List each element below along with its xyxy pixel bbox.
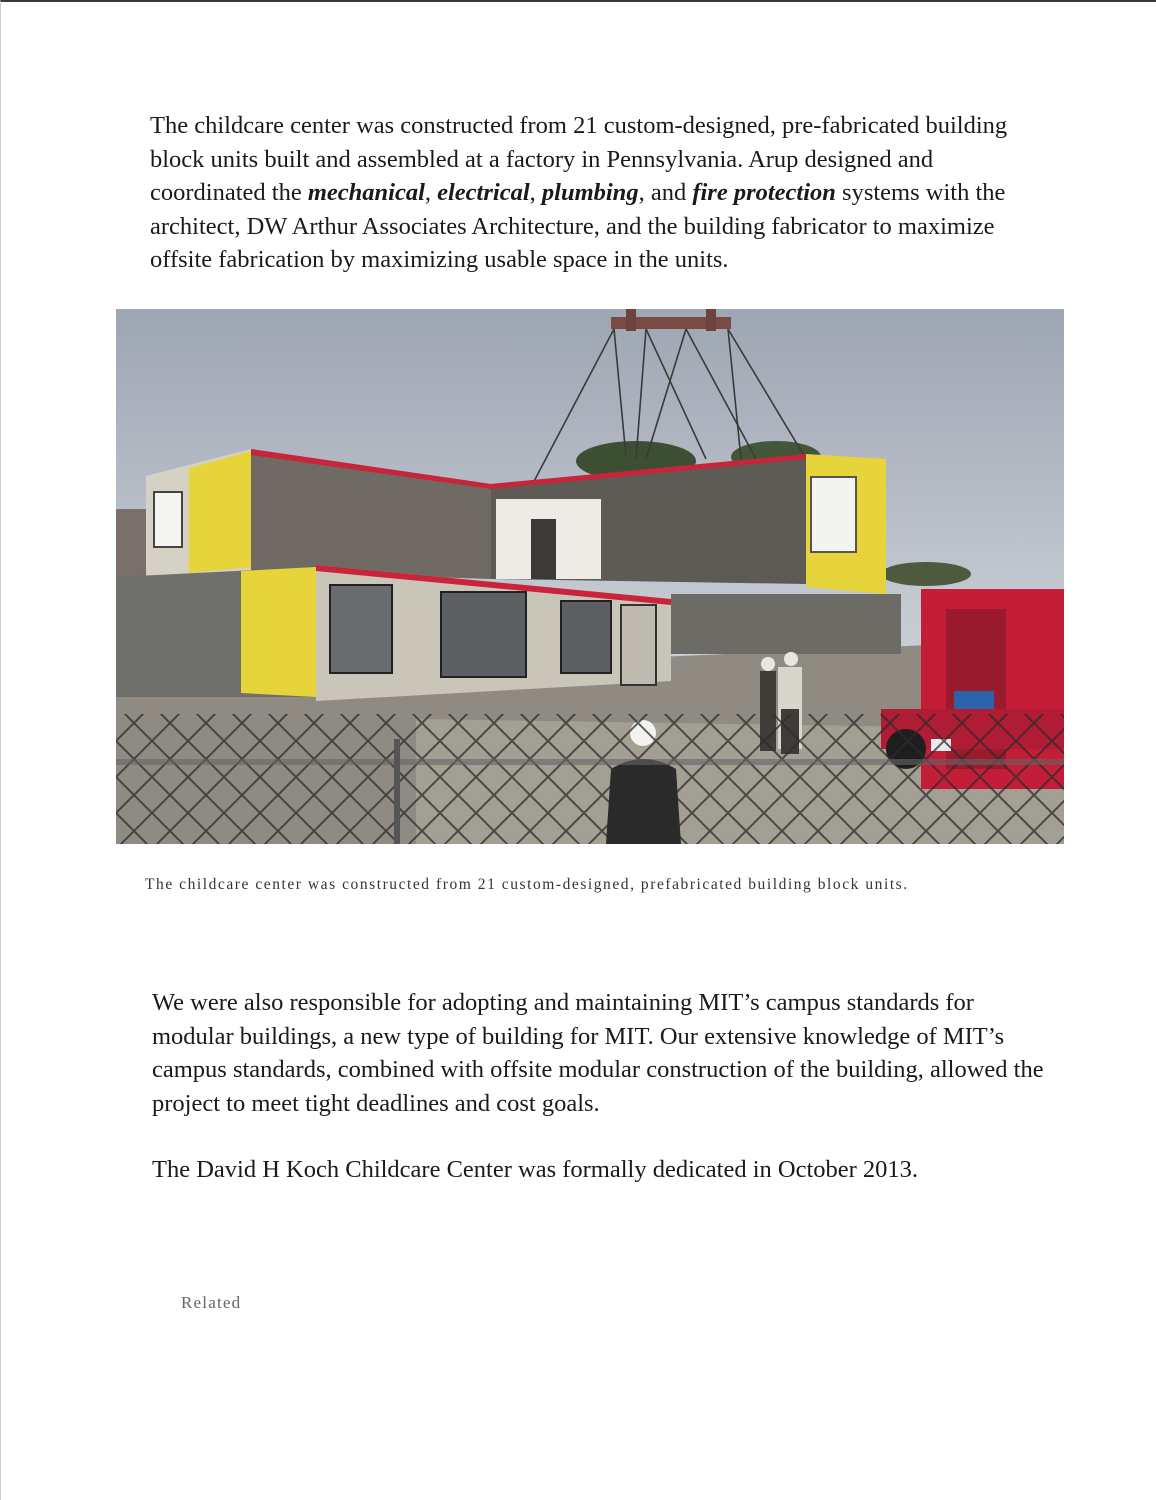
term-plumbing: plumbing — [541, 179, 639, 206]
separator: , — [424, 179, 438, 206]
related-heading[interactable]: Related — [181, 1293, 242, 1312]
separator: , — [529, 179, 542, 206]
term-fire-protection: fire protection — [692, 179, 836, 206]
body-paragraph-standards: We were also responsible for adopting and maintaining MIT’s campus standards for modular buildings, a new type of building for MIT. Our extensive knowledge of MIT’s campus standards, combined with offsite modular construction of the building, allowed the project to meet tight deadlines and cost goals. — [152, 989, 1044, 1117]
photo-caption: The childcare center was constructed from 21 custom-designed, prefabricated building block units. — [145, 876, 909, 893]
construction-photo — [116, 309, 1064, 844]
body-paragraph-dedication: The David H Koch Childcare Center was formally dedicated in October 2013. — [152, 1156, 919, 1183]
intro-text-b: systems with the architect, DW Arthur Associates Architecture, and the building fabricator to maximize offsite fabrication by maximizing usable space in the units. — [150, 179, 1006, 273]
separator: , and — [638, 179, 693, 206]
term-electrical: electrical — [437, 179, 530, 206]
intro-paragraph — [150, 109, 1050, 277]
intro-text-a: The childcare center was constructed from 21 custom-designed, pre-fabricated building block units built and assembled at a factory in Pennsylvania. Arup designed and coordinated the — [150, 112, 1008, 206]
term-mechanical: mechanical — [307, 179, 425, 206]
